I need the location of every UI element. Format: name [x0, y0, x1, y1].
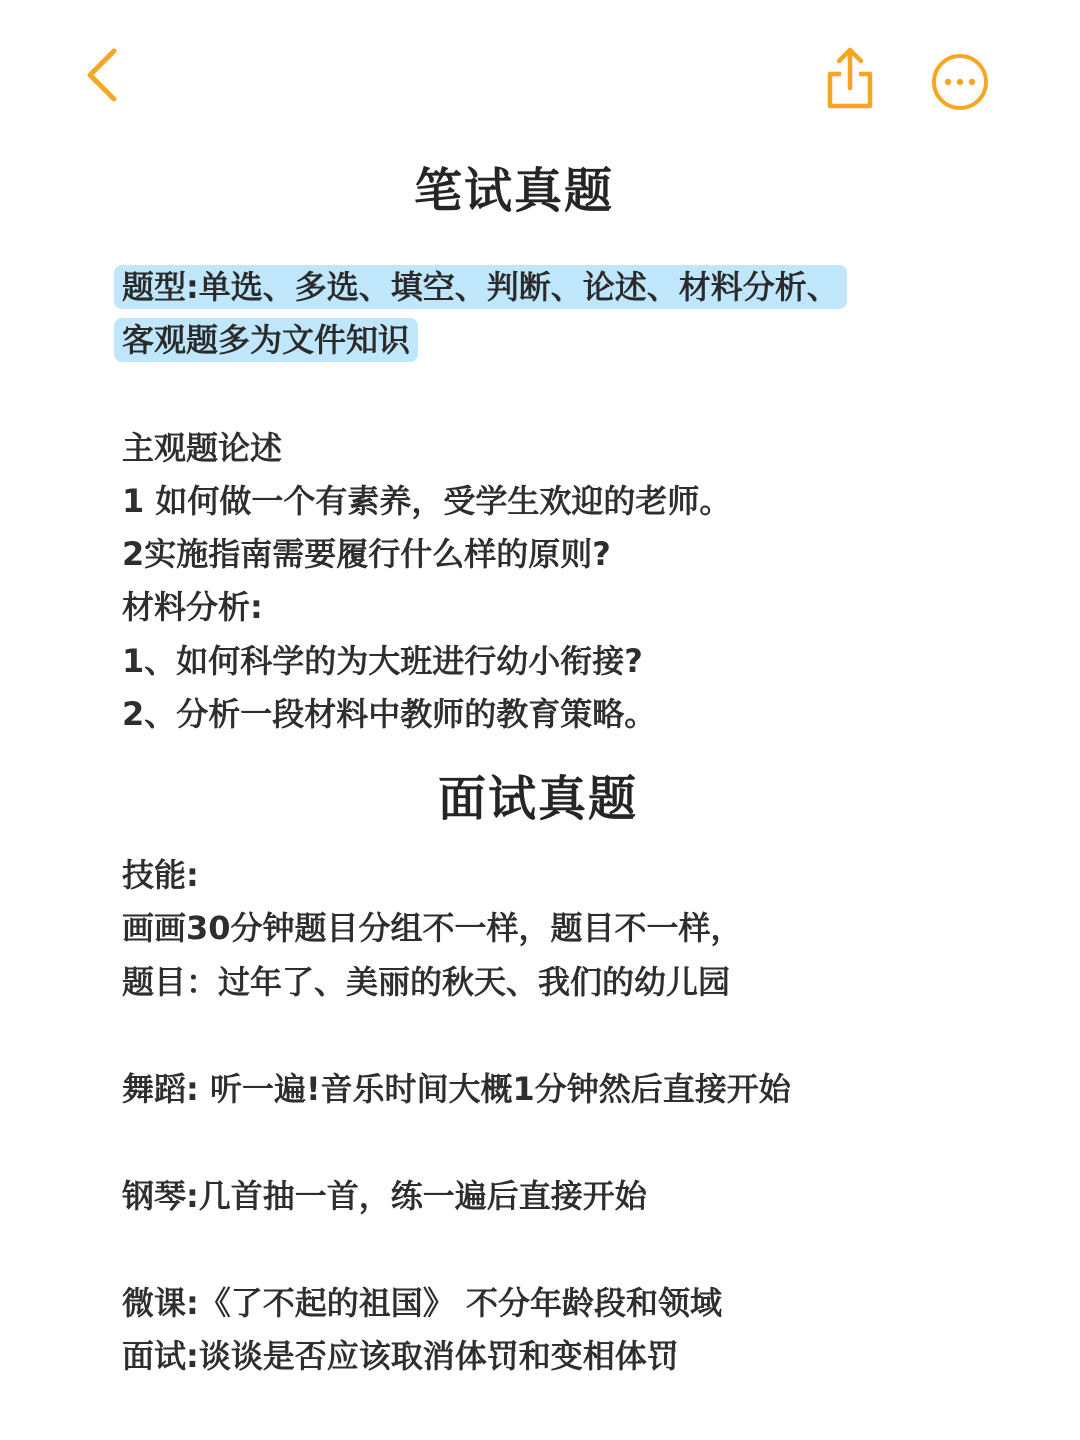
- micro-lesson-item: 微课:《了不起的祖国》 不分年龄段和领域: [122, 1284, 722, 1322]
- more-icon: [930, 52, 990, 112]
- drawing-line-1: 画画30分钟题目分组不一样，题目不一样，: [122, 909, 743, 947]
- subjective-question-2: 2实施指南需要履行什么样的原则?: [122, 535, 611, 573]
- objective-note-highlight: 客观题多为文件知识: [114, 318, 418, 362]
- back-button[interactable]: [72, 40, 132, 110]
- interview-question-item: 面试:谈谈是否应该取消体罚和变相体罚: [122, 1337, 679, 1375]
- written-exam-title: 笔试真题: [413, 163, 614, 219]
- share-button[interactable]: [818, 40, 882, 114]
- chevron-left-icon: [82, 45, 122, 105]
- drawing-line-2: 题目：过年了、美丽的秋天、我们的幼儿园: [122, 963, 731, 1001]
- interview-title: 面试真题: [437, 771, 638, 827]
- dance-item: 舞蹈: 听一遍!音乐时间大概1分钟然后直接开始: [122, 1070, 791, 1108]
- question-types-highlight: 题型:单选、多选、填空、判断、论述、材料分析、: [114, 265, 847, 309]
- material-question-2: 2、分析一段材料中教师的教育策略。: [122, 695, 657, 733]
- skills-heading: 技能:: [122, 856, 199, 894]
- subjective-question-1: 1 如何做一个有素养，受学生欢迎的老师。: [122, 482, 732, 520]
- material-question-1: 1、如何科学的为大班进行幼小衔接?: [122, 642, 643, 680]
- more-button[interactable]: [928, 50, 992, 114]
- material-heading: 材料分析:: [122, 588, 263, 626]
- piano-item: 钢琴:几首抽一首，练一遍后直接开始: [122, 1177, 647, 1215]
- subjective-heading: 主观题论述: [122, 429, 283, 467]
- share-icon: [824, 44, 876, 110]
